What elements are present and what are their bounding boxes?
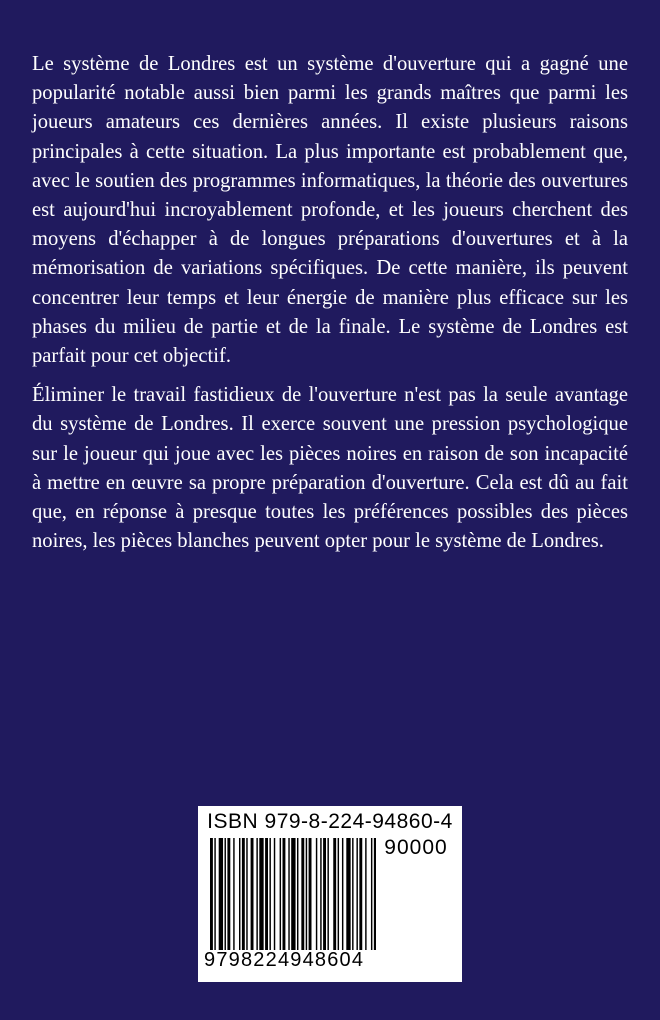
isbn-number: ISBN 979-8-224-94860-4 [207,810,453,833]
blurb-text [32,50,628,556]
barcode-bars-icon [210,838,376,950]
price-code: 90000 [384,836,448,859]
isbn-barcode [198,806,462,982]
blurb-paragraph-1: Le système de Londres est un système d'ouverture qui a gagné une popularité notable aussi bien parmi les grands maîtres que parmi les joueurs amateurs ces dernières années. Il existe plusieurs raisons principales à cette situation. La plus importante est probablement que, avec le soutien des programmes informatiques, la théorie des ouvertures est aujourd'hui incroyablement profonde, et les joueurs cherchent des moyens d'échapper à de longues préparations d'ouvertures et à la mémorisation de variations spécifiques. De cette manière, ils peuvent concentrer leur temps et leur énergie de manière plus efficace sur les phases du milieu de partie et de la finale. Le système de Londres est parfait pour cet objectif. [32,53,628,368]
ean-digits: 9798224948604 [204,949,365,971]
blurb-paragraph-2: Éliminer le travail fastidieux de l'ouverture n'est pas la seule avantage du système de Londres. Il exerce souvent une pression psychologique sur le joueur qui joue avec les pièces noires en raison de son incapacité à mettre en œuvre sa propre préparation d'ouverture. Cela est dû au fait que, en réponse à presque toutes les préférences possibles des pièces noires, les pièces blanches peuvent opter pour le système de Londres. [32,384,628,553]
